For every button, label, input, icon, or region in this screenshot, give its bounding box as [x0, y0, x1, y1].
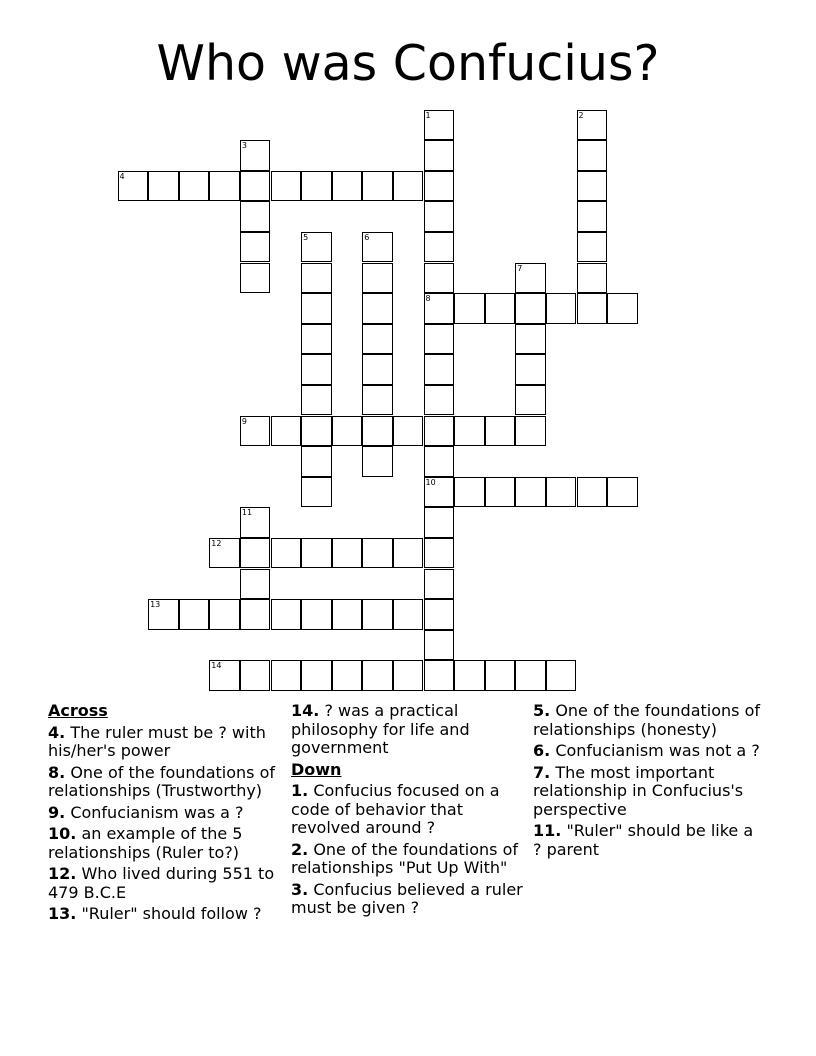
cell-number: 7 — [517, 263, 523, 273]
grid-cell[interactable] — [393, 416, 424, 447]
cell-number: 11 — [241, 508, 253, 518]
clue-down-7 — [533, 764, 765, 820]
grid-cell[interactable] — [271, 599, 302, 630]
clue-text: Confucianism was a ? — [70, 802, 244, 822]
grid-cell[interactable] — [424, 201, 455, 232]
grid-cell[interactable] — [577, 477, 608, 508]
grid-cell[interactable] — [577, 263, 608, 294]
grid-cell[interactable] — [515, 263, 546, 294]
grid-cell[interactable] — [179, 171, 210, 202]
grid-cell[interactable] — [362, 446, 393, 477]
clue-text: Confucianism was not a ? — [555, 741, 760, 760]
grid-cell[interactable] — [240, 263, 271, 294]
clue-down-3 — [291, 881, 523, 918]
clue-number: 6. — [533, 741, 551, 760]
grid-cell[interactable] — [607, 293, 638, 324]
grid-cell[interactable] — [424, 569, 455, 600]
clue-number: 10. — [48, 824, 77, 843]
clue-text: "Ruler" should be like a ? parent — [533, 821, 754, 859]
grid-cell[interactable] — [515, 293, 546, 324]
grid-cell[interactable] — [454, 416, 485, 447]
grid-cell[interactable] — [577, 140, 608, 171]
grid-cell[interactable] — [546, 660, 577, 691]
clue-text: One of the foundations of relationships (Trustworthy) — [48, 762, 275, 800]
across-heading: Across — [48, 701, 108, 720]
grid-cell[interactable] — [240, 660, 271, 691]
grid-cell[interactable] — [332, 599, 363, 630]
clue-text: an example of the 5 relationships (Ruler to?) — [48, 824, 243, 862]
cell-number: 1 — [425, 110, 431, 120]
clue-text: One of the foundations of relationships (honesty) — [533, 701, 760, 739]
grid-cell[interactable] — [332, 416, 363, 447]
clue-text: The ruler must be ? with his/her's power — [48, 722, 266, 760]
grid-cell[interactable] — [301, 263, 332, 294]
clue-down-2 — [291, 841, 523, 878]
grid-cell[interactable] — [301, 538, 332, 569]
puzzle-title: Who was Confucius? — [156, 35, 660, 92]
grid-cell[interactable] — [424, 324, 455, 355]
grid-cell[interactable] — [424, 293, 455, 324]
grid-cell[interactable] — [424, 232, 455, 263]
clue-number: 11. — [533, 821, 562, 840]
grid-cell[interactable] — [240, 569, 271, 600]
cell-number: 3 — [241, 141, 247, 151]
grid-cell[interactable] — [454, 660, 485, 691]
grid-cell[interactable] — [515, 416, 546, 447]
cell-number: 6 — [364, 232, 370, 242]
grid-cell[interactable] — [362, 385, 393, 416]
grid-cell[interactable] — [240, 140, 271, 171]
grid-cell[interactable] — [424, 263, 455, 294]
cell-number: 14 — [211, 661, 222, 671]
grid-cell[interactable] — [118, 171, 149, 202]
grid-cell[interactable] — [301, 416, 332, 447]
clue-down-1 — [291, 782, 523, 838]
grid-cell[interactable] — [424, 630, 455, 661]
clue-number: 8. — [48, 762, 66, 782]
grid-cell[interactable] — [577, 171, 608, 202]
clue-number: 1. — [291, 781, 309, 800]
cell-number: 13 — [150, 600, 161, 610]
clue-number: 3. — [291, 879, 309, 899]
grid-cell[interactable] — [209, 171, 240, 202]
grid-cell[interactable] — [362, 293, 393, 324]
grid-cell[interactable] — [240, 538, 271, 569]
clue-number: 4. — [48, 722, 66, 742]
grid-cell[interactable] — [240, 416, 271, 447]
grid-cell[interactable] — [393, 599, 424, 630]
cell-number: 4 — [119, 171, 125, 181]
grid-cell[interactable] — [148, 599, 179, 630]
clue-across-4 — [48, 724, 286, 761]
clue-across-10 — [48, 825, 286, 862]
grid-cell[interactable] — [393, 660, 424, 691]
clue-down-11 — [533, 822, 765, 859]
grid-cell[interactable] — [515, 324, 546, 355]
grid-cell[interactable] — [424, 416, 455, 447]
grid-cell[interactable] — [546, 477, 577, 508]
grid-cell[interactable] — [424, 538, 455, 569]
grid-cell[interactable] — [271, 660, 302, 691]
grid-cell[interactable] — [577, 110, 608, 141]
grid-cell[interactable] — [424, 140, 455, 171]
grid-cell[interactable] — [240, 232, 271, 263]
grid-cell[interactable] — [332, 171, 363, 202]
grid-cell[interactable] — [301, 446, 332, 477]
clue-across-13 — [48, 905, 286, 924]
grid-cell[interactable] — [454, 293, 485, 324]
grid-cell[interactable] — [301, 293, 332, 324]
cell-number: 8 — [425, 294, 431, 304]
grid-cell[interactable] — [362, 171, 393, 202]
clue-number: 13. — [48, 904, 77, 923]
grid-cell[interactable] — [332, 538, 363, 569]
grid-cell[interactable] — [577, 201, 608, 232]
grid-cell[interactable] — [209, 599, 240, 630]
grid-cell[interactable] — [209, 660, 240, 691]
down-heading: Down — [291, 759, 342, 779]
clue-across-8 — [48, 764, 286, 801]
grid-cell[interactable] — [485, 477, 516, 508]
clue-text: Confucius focused on a code of behavior that revolved around ? — [291, 781, 500, 837]
grid-cell[interactable] — [332, 660, 363, 691]
grid-cell[interactable] — [485, 660, 516, 691]
clue-text: Who lived during 551 to 479 B.C.E — [48, 864, 275, 902]
clue-text: One of the foundations of relationships "Put Up With" — [291, 839, 518, 877]
grid-cell[interactable] — [485, 293, 516, 324]
clue-down-5 — [533, 702, 765, 739]
grid-cell[interactable] — [240, 507, 271, 538]
grid-cell[interactable] — [362, 232, 393, 263]
grid-cell[interactable] — [424, 660, 455, 691]
grid-cell[interactable] — [424, 446, 455, 477]
grid-cell[interactable] — [454, 477, 485, 508]
grid-cell[interactable] — [515, 354, 546, 385]
grid-cell[interactable] — [393, 538, 424, 569]
grid-cell[interactable] — [301, 171, 332, 202]
clue-text: Confucius believed a ruler must be given ? — [291, 879, 523, 917]
grid-cell[interactable] — [271, 416, 302, 447]
grid-cell[interactable] — [515, 660, 546, 691]
grid-cell[interactable] — [485, 416, 516, 447]
grid-cell[interactable] — [424, 599, 455, 630]
grid-cell[interactable] — [362, 416, 393, 447]
clue-text: The most important relationship in Confucius's perspective — [533, 762, 744, 819]
clue-number: 9. — [48, 802, 66, 822]
grid-cell[interactable] — [240, 599, 271, 630]
grid-cell[interactable] — [424, 477, 455, 508]
grid-cell[interactable] — [515, 385, 546, 416]
grid-cell[interactable] — [271, 538, 302, 569]
grid-cell[interactable] — [301, 660, 332, 691]
grid-cell[interactable] — [362, 354, 393, 385]
grid-cell[interactable] — [301, 232, 332, 263]
clue-number: 14. — [291, 701, 320, 720]
grid-cell[interactable] — [577, 232, 608, 263]
cell-number: 10 — [425, 477, 436, 487]
grid-cell[interactable] — [301, 324, 332, 355]
grid-cell[interactable] — [546, 293, 577, 324]
clue-text: ? was a practical philosophy for life and government — [291, 701, 470, 757]
grid-cell[interactable] — [179, 599, 210, 630]
clue-number: 7. — [533, 762, 551, 782]
clue-across-14 — [291, 702, 523, 758]
grid-cell[interactable] — [393, 171, 424, 202]
grid-cell[interactable] — [424, 171, 455, 202]
grid-cell[interactable] — [362, 660, 393, 691]
cell-number: 5 — [303, 232, 309, 242]
clue-column-2 — [291, 702, 523, 921]
clue-across-9 — [48, 804, 286, 823]
cell-number: 9 — [241, 416, 247, 426]
grid-cell[interactable] — [577, 293, 608, 324]
cell-number: 12 — [211, 538, 222, 548]
grid-cell[interactable] — [301, 385, 332, 416]
grid-cell[interactable] — [362, 599, 393, 630]
grid-cell[interactable] — [301, 354, 332, 385]
grid-cell[interactable] — [424, 354, 455, 385]
clue-across-12 — [48, 865, 286, 902]
grid-cell[interactable] — [301, 599, 332, 630]
grid-cell[interactable] — [240, 201, 271, 232]
grid-cell[interactable] — [362, 263, 393, 294]
clue-column-1 — [48, 702, 286, 927]
clue-text: "Ruler" should follow ? — [81, 904, 262, 923]
clue-down-6 — [533, 742, 765, 761]
grid-cell[interactable] — [424, 385, 455, 416]
clue-column-3 — [533, 702, 765, 862]
grid-cell[interactable] — [240, 171, 271, 202]
grid-cell[interactable] — [301, 477, 332, 508]
grid-cell[interactable] — [424, 507, 455, 538]
clue-number: 5. — [533, 701, 551, 720]
grid-cell[interactable] — [148, 171, 179, 202]
grid-cell[interactable] — [424, 110, 455, 141]
grid-cell[interactable] — [362, 324, 393, 355]
clue-number: 2. — [291, 839, 309, 859]
cell-number: 2 — [578, 110, 584, 120]
grid-cell[interactable] — [362, 538, 393, 569]
grid-cell[interactable] — [607, 477, 638, 508]
grid-cell[interactable] — [209, 538, 240, 569]
grid-cell[interactable] — [271, 171, 302, 202]
grid-cell[interactable] — [515, 477, 546, 508]
clue-number: 12. — [48, 864, 77, 883]
